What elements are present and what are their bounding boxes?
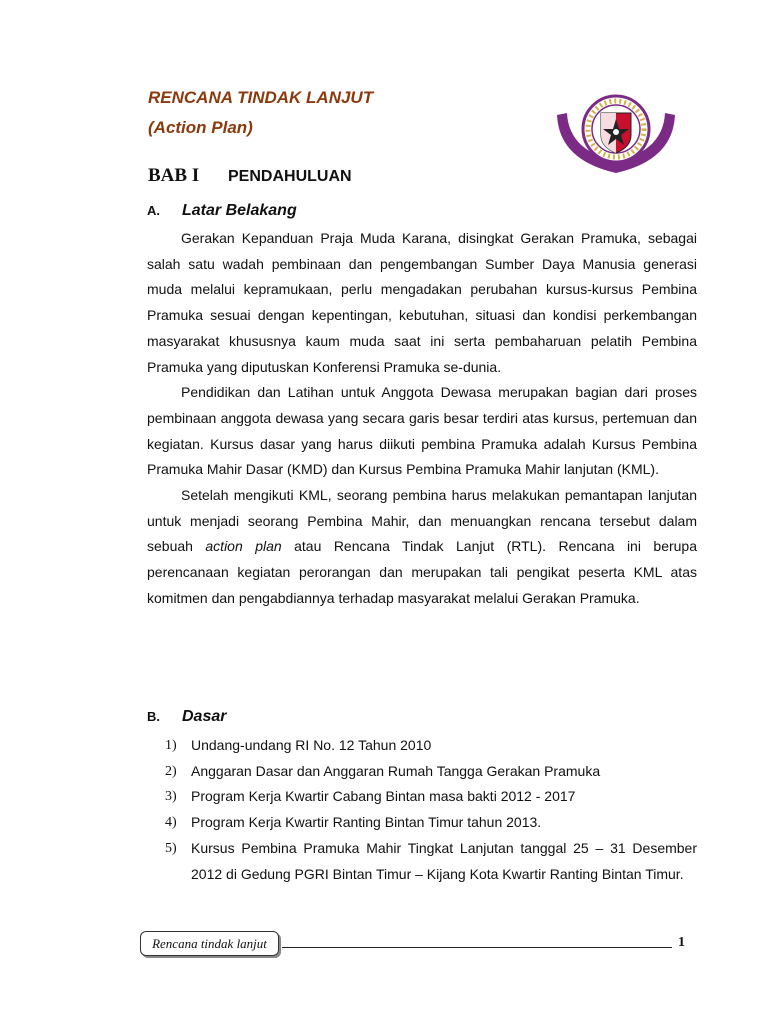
list-item-number: 5) — [165, 840, 177, 856]
list-item-text: Anggaran Dasar dan Anggaran Rumah Tangga Gerakan Pramuka — [191, 762, 601, 779]
list-item-number: 3) — [165, 789, 177, 805]
paragraph-1: Gerakan Kepanduan Praja Muda Karana, disingkat Gerakan Pramuka, sebagai salah satu wadah pembinaan dan pengembangan Sumber Daya Manusia generasi muda melalui kepramukaan, perlu mengadakan perubahan kursus-kursus Pembina Pramuka sesuai dengan kepentingan, kebutuhan, situasi dan kondisi perkembangan masyarakat khususnya kaum muda saat ini serta pembaharuan pelatih Pembina Pramuka yang diputuskan Konferensi Pramuka se-dunia. — [147, 230, 697, 375]
paragraph-3-italic: action plan — [205, 538, 282, 555]
list-item — [165, 784, 697, 810]
page-number: 1 — [678, 935, 685, 950]
chapter-number: BAB I — [148, 165, 200, 186]
list-item-text: Program Kerja Kwartir Cabang Bintan masa bakti 2012 - 2017 — [191, 788, 576, 805]
section-b-title: Dasar — [182, 708, 227, 725]
dasar-list — [165, 733, 697, 887]
section-a-heading — [147, 202, 297, 220]
list-item-text: Program Kerja Kwartir Ranting Bintan Timur tahun 2013. — [191, 814, 542, 831]
list-item-text: Undang-undang RI No. 12 Tahun 2010 — [191, 737, 432, 753]
section-a-title: Latar Belakang — [182, 202, 297, 219]
section-a-letter: A. — [147, 203, 160, 218]
chapter-name: PENDAHULUAN — [228, 168, 352, 185]
list-item-number: 4) — [165, 815, 177, 831]
paragraph-3 — [147, 483, 697, 612]
footer-divider — [282, 947, 672, 948]
document-subtitle: (Action Plan) — [148, 118, 253, 137]
footer-label: Rencana tindak lanjut — [140, 931, 279, 956]
paragraph-3-end: atau Rencana Tindak Lanjut (RTL). Rencana ini berupa perencanaan kegiatan perorangan dan merupakan tali pengikat peserta KML atas komitmen dan pengabdiannya terhadap masyarakat melalui Gerakan Pramuka. — [147, 538, 697, 606]
section-b-letter: B. — [147, 709, 160, 724]
paragraph-3-start: Setelah mengikuti KML, seorang pembina harus melakukan pemantapan lanjutan untuk menjadi seorang Pembina Mahir, dan menuangkan rencana tersebut dalam sebuah — [147, 487, 697, 555]
list-item — [165, 836, 697, 887]
list-item-number: 1) — [165, 738, 177, 753]
list-item — [165, 759, 697, 785]
gerakan-pramuka-emblem-icon — [553, 85, 679, 177]
document-title: RENCANA TINDAK LANJUT — [148, 88, 374, 107]
list-item — [165, 810, 697, 836]
paragraph-2: Pendidikan dan Latihan untuk Anggota Dewasa merupakan bagian dari proses pembinaan anggota dewasa yang secara garis besar terdiri atas kursus, pertemuan dan kegiatan. Kursus dasar yang harus diikuti pembina Pramuka adalah Kursus Pembina Pramuka Mahir Dasar (KMD) dan Kursus Pembina Pramuka Mahir lanjutan (KML). — [147, 384, 697, 478]
list-item — [165, 733, 697, 759]
list-item-text: Kursus Pembina Pramuka Mahir Tingkat Lanjutan tanggal 25 – 31 Desember 2012 di Gedung PGRI Bintan Timur – Kijang Kota Kwartir Ranting Bintan Timur. — [191, 839, 697, 882]
list-item-number: 2) — [165, 763, 177, 779]
chapter-heading — [148, 165, 352, 187]
section-b-heading — [147, 708, 226, 726]
section-a-body — [147, 226, 697, 612]
